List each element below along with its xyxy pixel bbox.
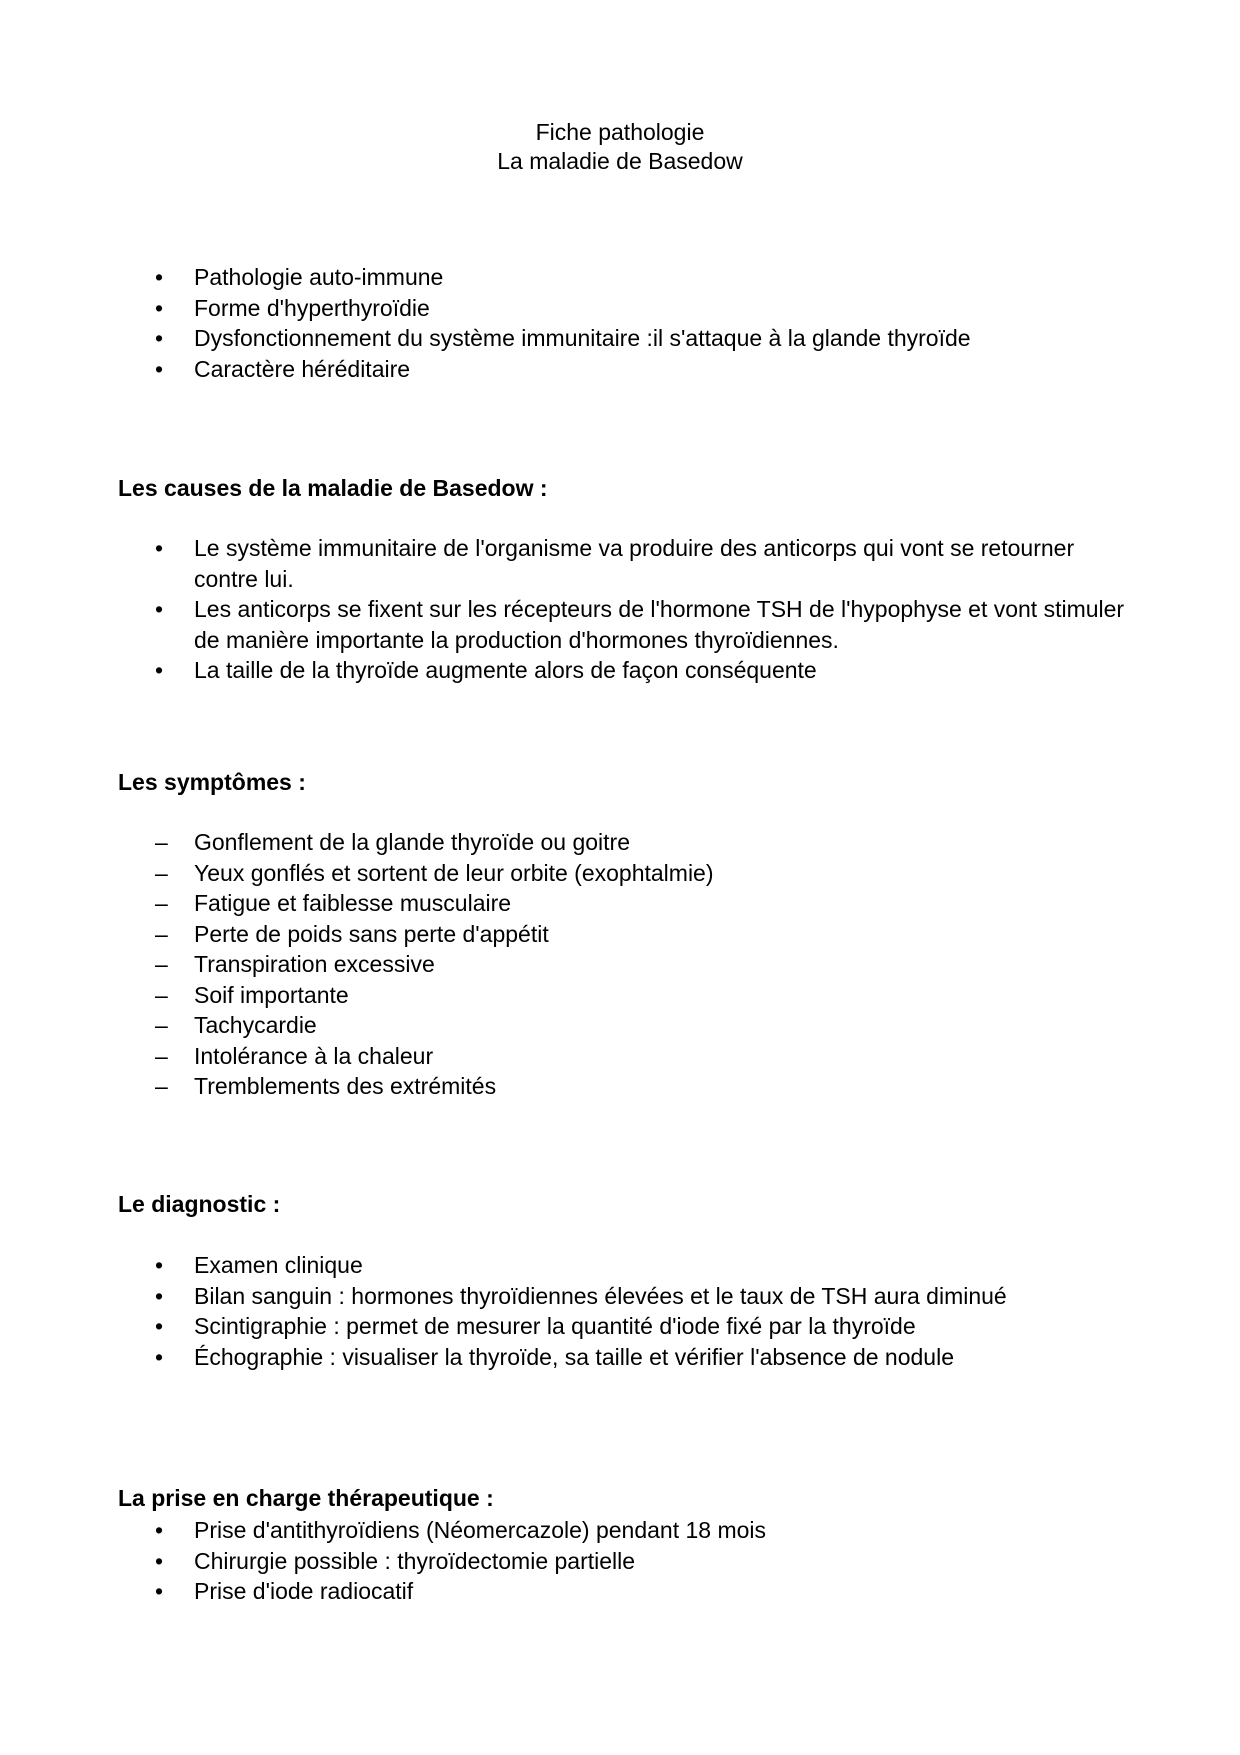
dash-marker: –	[155, 920, 168, 947]
list-item: • Le système immunitaire de l'organisme va produire des anticorps qui vont se retourner contre lui.	[155, 535, 1075, 592]
list-item: • Les anticorps se fixent sur les récepteurs de l'hormone TSH de l'hypophyse et vont stimuler de manière importante la production d'hormones thyroïdiennes.	[155, 596, 1125, 653]
dash-marker: –	[155, 890, 168, 916]
dash-marker: –	[155, 1012, 168, 1038]
bullet-marker: •	[155, 355, 164, 382]
bullet-marker: •	[155, 325, 164, 351]
dash-marker: –	[155, 829, 168, 855]
document-title	[0, 118, 1240, 176]
treatment-heading: La prise en charge thérapeutique :	[118, 1485, 494, 1511]
diagnosis-list	[0, 1250, 1240, 1372]
list-item: • La taille de la thyroïde augmente alors de façon conséquente	[0, 655, 1240, 686]
causes-list	[0, 533, 1240, 686]
list-item: • Pathologie auto-immune	[0, 262, 1240, 293]
list-item: • Prise d'iode radiocatif	[0, 1576, 1240, 1607]
title-line-1: Fiche pathologie	[535, 119, 705, 145]
list-item: – Perte de poids sans perte d'appétit	[0, 919, 1240, 950]
dash-marker: –	[155, 1073, 168, 1099]
list-item: • Forme d'hyperthyroïdie	[0, 293, 1240, 324]
list-item: – Gonflement de la glande thyroïde ou goitre	[0, 827, 1240, 858]
list-item: • Examen clinique	[0, 1250, 1240, 1281]
list-item: • Dysfonctionnement du système immunitaire :il s'attaque à la glande thyroïde	[0, 323, 1240, 354]
treatment-list	[0, 1515, 1240, 1607]
bullet-marker: •	[155, 657, 164, 683]
list-item: • Échographie : visualiser la thyroïde, sa taille et vérifier l'absence de nodule	[0, 1342, 1240, 1373]
bullet-marker: •	[155, 1313, 164, 1339]
bullet-marker: •	[155, 1343, 164, 1370]
list-item: – Soif importante	[0, 980, 1240, 1011]
list-item: – Intolérance à la chaleur	[0, 1041, 1240, 1072]
list-item: • Prise d'antithyroïdiens (Néomercazole) pendant 18 mois	[0, 1515, 1240, 1546]
causes-heading: Les causes de la maladie de Basedow :	[118, 475, 548, 501]
bullet-marker: •	[155, 1547, 164, 1574]
list-item: – Tachycardie	[0, 1010, 1240, 1041]
list-item: – Fatigue et faiblesse musculaire	[0, 888, 1240, 919]
dash-marker: –	[155, 951, 168, 977]
bullet-marker: •	[155, 1252, 164, 1278]
intro-list	[0, 262, 1240, 384]
bullet-marker: •	[155, 1578, 164, 1604]
bullet-marker: •	[155, 1517, 164, 1543]
list-item: • Bilan sanguin : hormones thyroïdiennes élevées et le taux de TSH aura diminué	[0, 1281, 1240, 1312]
bullet-marker: •	[155, 294, 164, 321]
symptoms-heading: Les symptômes :	[118, 769, 306, 795]
bullet-marker: •	[155, 535, 164, 561]
list-item: – Transpiration excessive	[0, 949, 1240, 980]
list-item: – Yeux gonflés et sortent de leur orbite (exophtalmie)	[0, 858, 1240, 889]
bullet-marker: •	[155, 1282, 164, 1309]
title-line-2: La maladie de Basedow	[497, 148, 743, 174]
list-item: – Tremblements des extrémités	[0, 1071, 1240, 1102]
list-item: • Caractère héréditaire	[0, 354, 1240, 385]
symptoms-list	[0, 827, 1240, 1102]
diagnosis-heading: Le diagnostic :	[118, 1191, 281, 1217]
dash-marker: –	[155, 859, 168, 886]
dash-marker: –	[155, 981, 168, 1008]
bullet-marker: •	[155, 596, 164, 622]
list-item: • Scintigraphie : permet de mesurer la quantité d'iode fixé par la thyroïde	[0, 1311, 1240, 1342]
bullet-marker: •	[155, 264, 164, 290]
list-item: • Chirurgie possible : thyroïdectomie partielle	[0, 1546, 1240, 1577]
dash-marker: –	[155, 1042, 168, 1069]
